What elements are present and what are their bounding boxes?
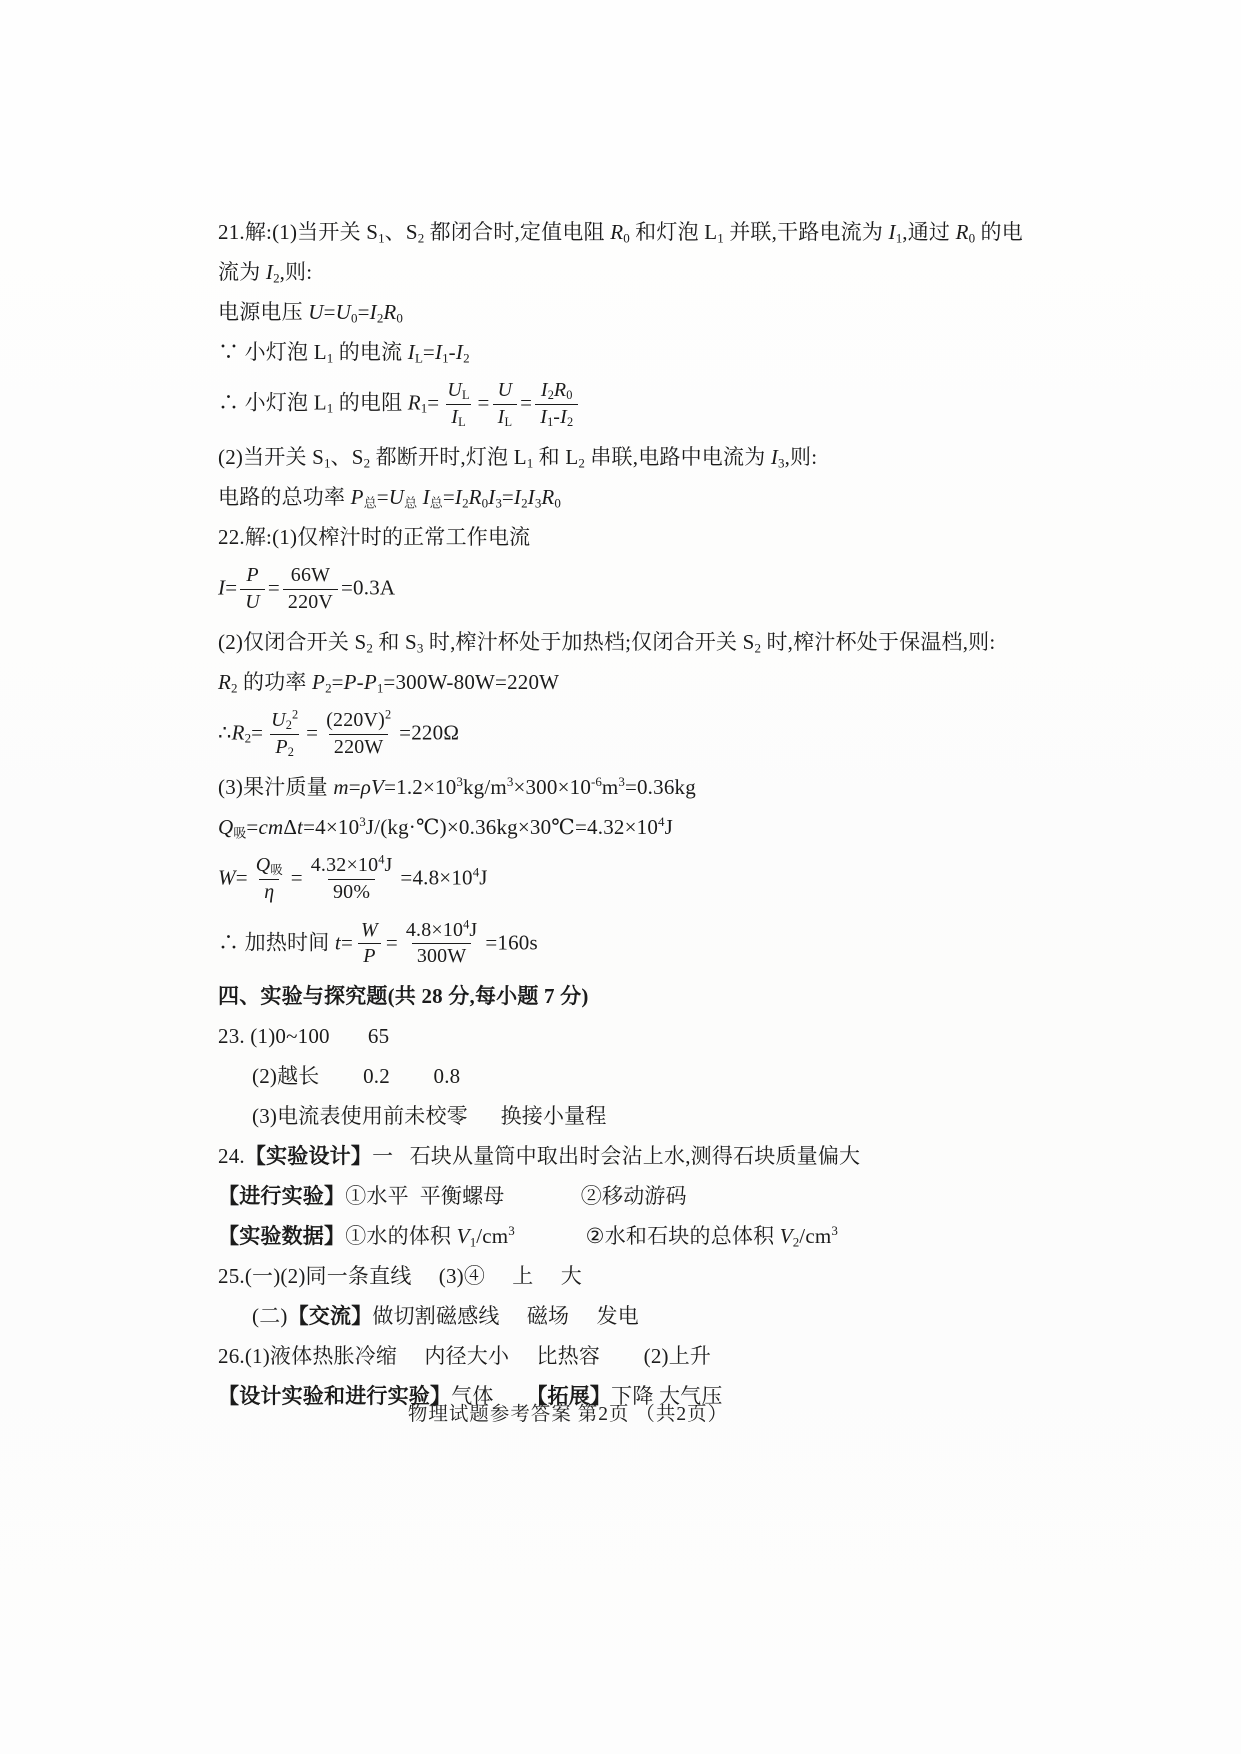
fraction: $\frac{P}{U}$ [240,564,265,615]
answer-24-procedure: 【进行实验】①水平 平衡螺母 ②移动游码 [218,1184,687,1209]
fraction: $\frac{U_2^2}{P_2}$ [271,707,299,759]
solution-22-mass: (3)果汁质量 $m=\rho V=1.2\times 10^3kg/m^3\times 300\times 10^{-6}m^3=0.36kg$ [218,773,696,799]
fraction: $\frac{Q_吸}{\eta}$ [255,853,283,903]
fraction: $\frac{U}{I_L}$ [493,379,518,430]
solution-21-line-1: 21.解:(1)当开关 $S_1$、$S_2$ 都闭合时,定值电阻 $R_0$ 和灯泡 $L_1$ 并联,干路电流为 $I_1$,通过 $R_0$ 的电 [218,220,1023,246]
solution-22-heat: $Q_吸=cm\Delta t=4\times 10^3J/(kg\cdot℃)\times 0.36kg\times 30℃=4.32\times 10^4J$ [218,813,673,840]
solution-22-power: $R_2$ 的功率 $P_2=P-P_1=300W-80W=220W$ [218,669,560,695]
fraction: $\frac{66W}{220V}$ [283,564,338,615]
solution-21-part2: (2)当开关 $S_1$、$S_2$ 都断开时,灯泡 $L_1$ 和 $L_2$ 串联,电路中电流为 $I_3$,则: [218,444,818,471]
fraction: $\frac{4.32\times 10^4J}{90\%}$ [310,852,393,903]
answer-23-3: (3)电流表使用前未校零 换接小量程 [252,1104,607,1129]
answer-26-1: 26.(1)液体热胀冷缩 内径大小 比热容 (2)上升 [218,1344,712,1369]
solution-22-time: ∴ 加热时间 t= $\frac{W}{P}$ = $\frac{4.8\times 10^4J}{300W}$ =160s [218,917,538,968]
answer-sheet-content [218,212,1118,1416]
fraction: $\frac{U_L}{I_L}$ [447,379,470,430]
solution-22-work: W= $\frac{Q_吸}{\eta}$ = $\frac{4.32\times 10^4J}{90\%}$ $=4.8\times 10^4J$ [218,852,488,903]
solution-21-line-2: 流为 $I_2$,则: [218,260,313,286]
fraction: $\frac{(220V)^2}{220W}$ [326,707,392,758]
solution-22-resistance: $\therefore R_2=$ $\frac{U_2^2}{P_2}$ = $\frac{(220V)^2}{220W}$ =220Ω [218,707,460,759]
answer-25-1: 25.(一)(2)同一条直线 (3)④ 上 大 [218,1264,582,1289]
answer-24-data: 【实验数据】①水的体积 $V_1/cm^3$ ②水和石块的总体积 $V_2/cm^3$ [218,1223,838,1250]
solution-21-total-power: 电路的总功率 $P_总=U_总$ $I_总=I_2R_0I_3=I_2I_3R_0$ [218,484,561,511]
solution-22-current: I= $\frac{P}{U}$ = $\frac{66W}{220V}$ =0.3A [218,563,396,613]
solution-22-intro: 22.解:(1)仅榨汁时的正常工作电流 [218,524,531,549]
solution-22-part2: (2)仅闭合开关 $S_2$ 和 $S_3$ 时,榨汁杯处于加热档;仅闭合开关 $S_2$ 时,榨汁杯处于保温档,则: [218,629,996,655]
answer-24-design: 24.【实验设计】一 石块从量筒中取出时会沾上水,测得石块质量偏大 [218,1144,861,1169]
answer-23-2: (2)越长 0.2 0.8 [252,1064,461,1089]
fraction: $\frac{4.8\times 10^4J}{300W}$ [405,917,478,968]
solution-21-resistance: ∴ 小灯泡 $L_1$ 的电阻 $R_1=$ $\frac{U_L}{I_L}$ = $\frac{U}{I_L}$ = $\frac{I_2R_0}{I_1-I_2}$ [218,372,1118,437]
section-4-heading: 四、实验与探究题(共 28 分,每小题 7 分) [218,984,589,1009]
answer-26-2: 【设计实验和进行实验】气体 【拓展】下降 大气压 [218,1384,723,1409]
page-footer [218,1398,918,1426]
answer-23-1: 23. (1)0~100 65 [218,1024,390,1049]
solution-21-current: ∵ 小灯泡 $L_1$ 的电流 $I_L=I_1-I_2$ [218,340,470,366]
fraction: $\frac{W}{P}$ [356,919,383,970]
answer-25-2: (二)【交流】做切割磁感线 磁场 发电 [252,1304,639,1329]
solution-21-voltage: 电源电压 $U=U_0=I_2R_0$ [218,300,403,326]
footer-text: 物理试题参考答案 第2页 （共2页） [407,1404,729,1425]
fraction: $\frac{I_2R_0}{I_1-I_2}$ [535,379,578,430]
